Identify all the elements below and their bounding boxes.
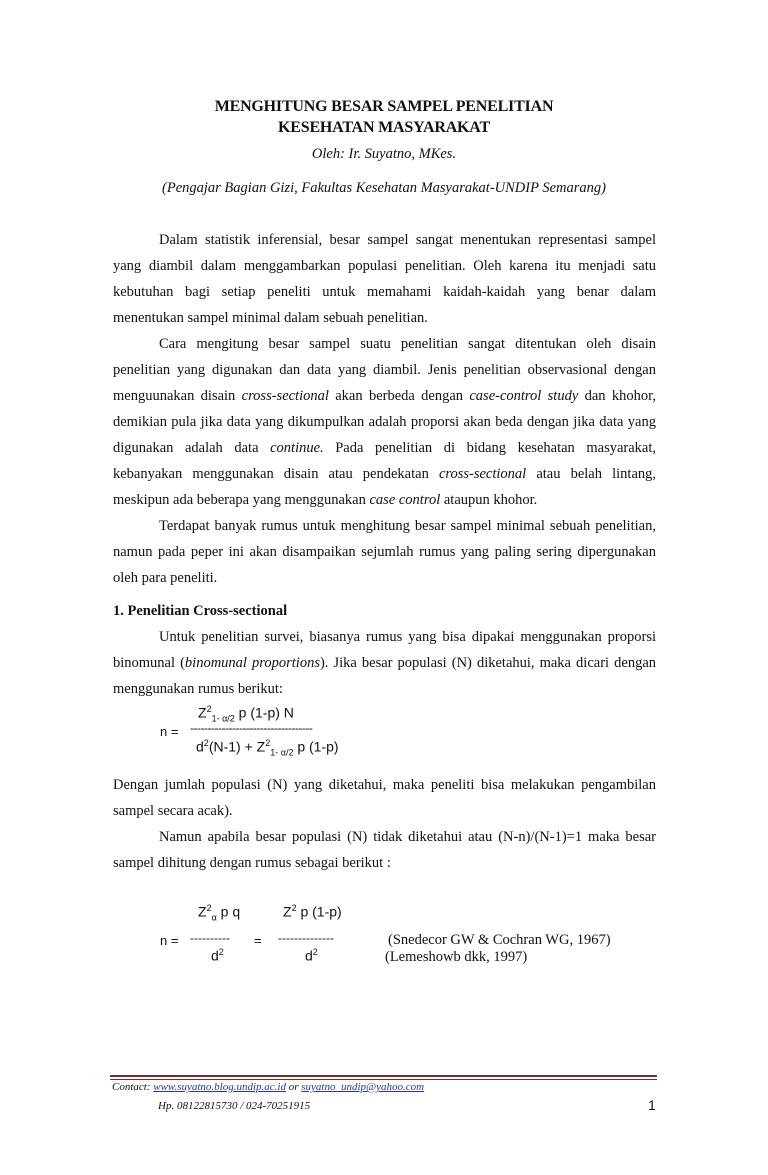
text-segment: Terdapat banyak rumus untuk menghitung besar sampel minimal sebuah penelitian, namun pada peper ini akan disampaikan sejumlah rumus yang paling sering dipergunakan oleh para peneliti. xyxy=(113,518,656,586)
sup: 2 xyxy=(265,738,271,748)
text-segment: ataupun khohor. xyxy=(440,492,538,508)
formula-1-lhs: n = xyxy=(160,724,179,739)
d: d xyxy=(211,947,219,964)
z: Z xyxy=(256,738,266,755)
or-text: or xyxy=(285,1081,302,1093)
sub: α xyxy=(211,912,217,923)
author: Oleh: Ir. Suyatno, MKes. xyxy=(311,146,457,162)
paragraph-2 xyxy=(113,331,656,513)
paragraph-3 xyxy=(113,513,656,591)
text-segment: Dengan jumlah populasi (N) yang diketahui, maka peneliti bisa melakukan pengambilan sampel secara acak). xyxy=(113,777,656,819)
footer-rule-thin xyxy=(110,1079,657,1080)
text-segment: Untuk penelitian survei, biasanya rumus yang bisa dipakai menggunakan proporsi binomunal ( xyxy=(113,629,656,671)
citation-1: (Snedecor GW & Cochran WG, 1967) xyxy=(388,932,611,948)
paragraph-5 xyxy=(113,772,656,824)
contact-label: Contact: xyxy=(112,1081,154,1093)
formula-1-fraction-line: ----------------------------------- xyxy=(190,721,313,735)
formula-2-line-2: -------------- xyxy=(278,931,334,945)
sup: 2 xyxy=(206,903,212,913)
text-segment: akan berbeda dengan xyxy=(328,388,470,404)
formula-2-denominator-2 xyxy=(305,947,318,964)
title-line-1: MENGHITUNG BESAR SAMPEL PENELITIAN xyxy=(214,98,554,115)
affiliation: (Pengajar Bagian Gizi, Fakultas Kesehatan Masyarakat-UNDIP Semarang) xyxy=(162,180,606,196)
italic-term: continue. xyxy=(270,440,324,456)
italic-term: case control xyxy=(369,492,441,508)
d: d xyxy=(196,738,204,755)
sup: 2 xyxy=(203,738,209,748)
rest: p (1-p) xyxy=(293,738,339,755)
formula-2-denominator-1 xyxy=(211,947,224,964)
sub: 1- α/2 xyxy=(270,747,294,758)
rest: p (1-p) xyxy=(296,903,342,920)
title-line-2: KESEHATAN MASYARAKAT xyxy=(278,119,490,136)
text-segment: Cara mengitung besar sampel suatu penelitian sangat ditentukan oleh disain penelitian yang digunakan dan data yang diambil. Jenis penelitian observasional dengan menguunakan disain xyxy=(113,336,656,404)
z: Z xyxy=(198,903,207,920)
italic-term: cross-sectional xyxy=(438,466,527,482)
text-segment: dan khohor, demikian pula jika data yang dikumpulkan adalah proporsi akan beda dengan jika data yang digunakan adalah data xyxy=(113,388,656,456)
rest: p (1-p) N xyxy=(234,704,294,721)
z: Z xyxy=(198,704,207,721)
sup: 2 xyxy=(218,947,224,957)
page-number: 1 xyxy=(648,1097,656,1113)
website-link[interactable]: www.suyatno.blog.undip.ac.id xyxy=(153,1081,286,1093)
section-heading: 1. Penelitian Cross-sectional xyxy=(113,603,288,619)
formula-1-denominator xyxy=(196,738,339,757)
formula-2-line-1: ---------- xyxy=(190,931,230,945)
paragraph-4 xyxy=(113,624,656,702)
z: Z xyxy=(283,903,292,920)
paragraph-6 xyxy=(113,824,656,876)
text-segment: Pada penelitian di bidang kesehatan masyarakat, kebanyakan menggunakan disain atau pendekatan xyxy=(113,440,657,482)
footer-contact xyxy=(112,1081,424,1093)
sup: 2 xyxy=(291,903,297,913)
d: d xyxy=(305,947,313,964)
formula-2-equals: = xyxy=(254,933,262,948)
italic-term: binomunal proportions xyxy=(184,655,320,671)
b: (N-1) + xyxy=(208,738,257,755)
italic-term: case-control study xyxy=(469,388,579,404)
text-segment: atau belah lintang, meskipun ada beberapa yang menggunakan xyxy=(113,466,656,508)
formula-2-numerator-2 xyxy=(283,903,342,920)
paragraph-1 xyxy=(113,227,656,331)
text-segment: Namun apabila besar populasi (N) tidak diketahui atau (N-n)/(N-1)=1 maka besar sampel dihitung dengan rumus sebagai berikut : xyxy=(113,829,656,871)
footer-phone: Hp. 08122815730 / 024-70251915 xyxy=(158,1100,311,1112)
formula-2-numerator-1 xyxy=(198,903,240,922)
sup: 2 xyxy=(312,947,318,957)
formula-2-lhs: n = xyxy=(160,933,179,948)
email-link[interactable]: suyatno_undip@yahoo.com xyxy=(301,1081,425,1093)
italic-term: cross-sectional xyxy=(241,388,329,404)
text-segment: ). Jika besar populasi (N) diketahui, maka dicari dengan menggunakan rumus berikut: xyxy=(113,655,656,697)
text-segment: Dalam statistik inferensial, besar sampel sangat menentukan representasi sampel yang diambil dalam menggambarkan populasi penelitian. Oleh karena itu menjadi satu kebutuhan bagi setiap peneliti untuk memahami kaidah-kaidah yang benar dalam menentukan sampel minimal dalam sebuah penelitian. xyxy=(113,232,656,326)
sub: 1- α/2 xyxy=(211,713,235,724)
rest: p q xyxy=(216,903,241,920)
citation-2: (Lemeshowb dkk, 1997) xyxy=(385,949,528,965)
sup: 2 xyxy=(206,704,212,714)
footer-rule xyxy=(110,1075,657,1077)
